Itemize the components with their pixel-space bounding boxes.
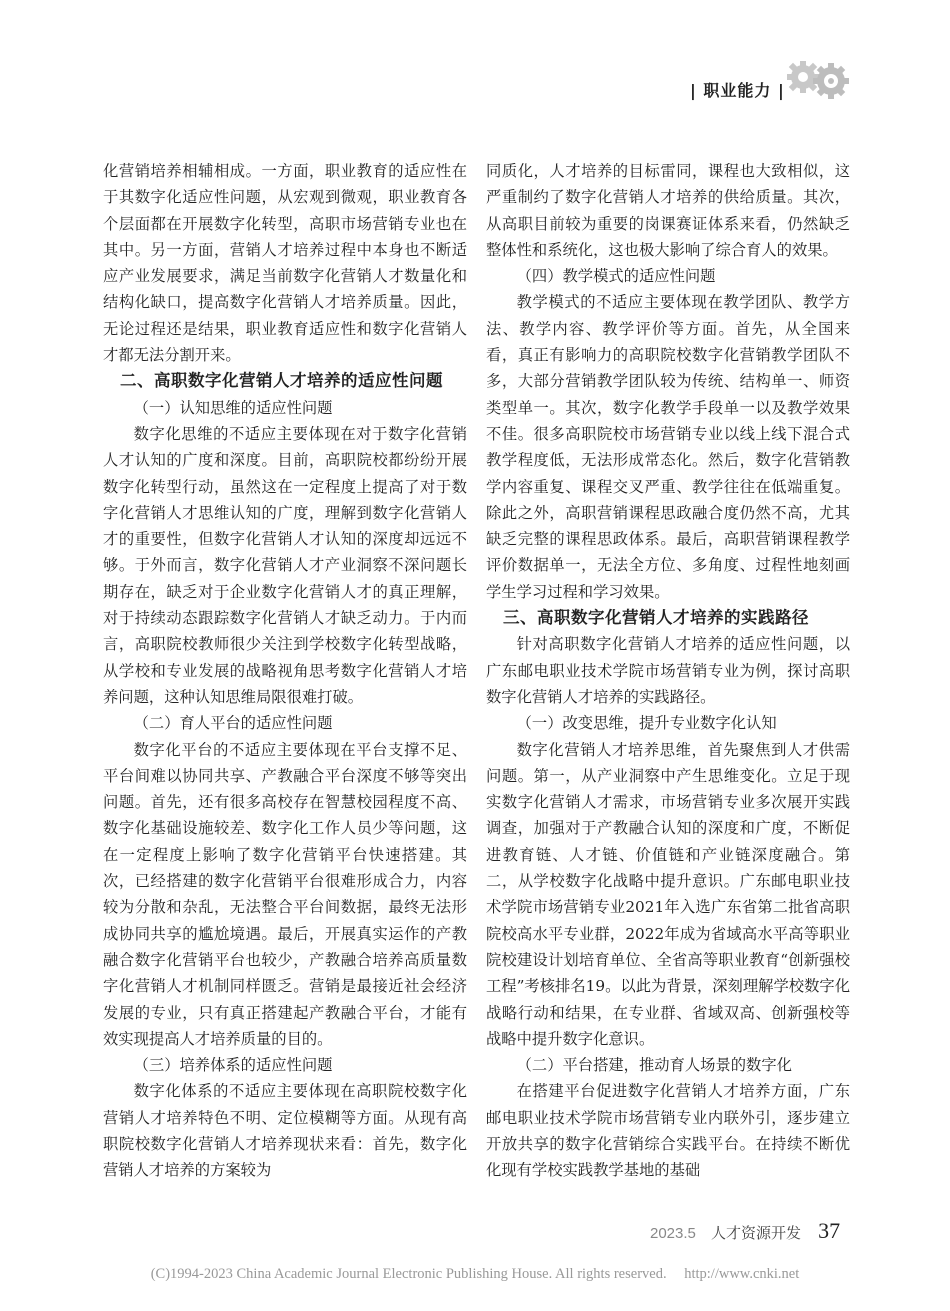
copyright-text: (C)1994-2023 China Academic Journal Electronic Publishing House. All rights reserved. [150, 1266, 667, 1282]
paragraph: 在搭建平台促进数字化营销人才培养方面，广东邮电职业技术学院市场营销专业内联外引，逐步建立开放共享的数字化营销综合实践平台。在持续不断优化现有学校实践教学基地的基础 [486, 1082, 850, 1180]
paragraph: 数字化平台的不适应主要体现在平台支撑不足、平台间难以协同共享、产教融合平台深度不够等突出问题。首先，还有很多高校存在智慧校园程度不高、数字化基础设施较差、数字化工作人员少等问题，这在一定程度上影响了数字化营销平台快速搭建。其次，已经搭建的数字化营销平台很难形成合力，内容较为分散和杂乱，无法整合平台间数据，最终无法形成协同共享的尴尬境遇。最后，开展真实运作的产教融合数字化营销平台也较少，产教融合培养高质量数字化营销人才机制同样匮乏。营销是最接近社会经济发展的专业，只有真正搭建起产教融合平台，才能有效实现提高人才培养质量的目的。 [103, 740, 467, 1048]
paragraph: 数字化体系的不适应主要体现在高职院校数字化营销人才培养特色不明、定位模糊等方面。从现有高职院校数字化营销人才培养现状来看：首先，数字化营销人才培养的方案较为 [103, 1082, 467, 1180]
subsection-heading: （三）培养体系的适应性问题 [133, 1056, 333, 1075]
journal-name: 人才资源开发 [710, 1224, 801, 1242]
subsection-heading: （二）平台搭建，推动育人场景的数字化 [516, 1056, 792, 1075]
paragraph: 数字化思维的不适应主要体现在对于数字化营销人才认知的广度和深度。目前，高职院校都纷纷开展数字化转型行动，虽然这在一定程度上提高了对于数字化营销人才思维认知的广度，理解到数字化营销人才的重要性，但数字化营销人才认知的深度却远远不够。于外而言，数字化营销人才产业洞察不深问题长期存在，缺乏对于企业数字化营销人才的真正理解，对于持续动态跟踪数字化营销人才缺乏动力。于内而言，高职院校教师很少关注到学校数字化转型战略，从学校和专业发展的战略视角思考数字化营销人才培养问题，这种认知思维局限很难打破。 [103, 424, 467, 706]
paragraph: 教学模式的不适应主要体现在教学团队、教学方法、教学内容、教学评价等方面。首先，从全国来看，真正有影响力的高职院校数字化营销教学团队不多，大部分营销教学团队较为传统、结构单一、师资类型单一。其次，数字化教学手段单一以及教学效果不佳。很多高职院校市场营销专业以线上线下混合式教学程度低，无法形成常态化。然后，数字化营销教学内容重复、课程交叉严重、教学往往在低端重复。除此之外，高职营销课程思政融合度仍然不高，尤其缺乏完整的课程思政体系。最后，高职营销课程教学评价数据单一，无法全方位、多角度、过程性地刻画学生学习过程和学习效果。 [486, 293, 850, 601]
paragraph: 同质化，人才培养的目标雷同，课程也大致相似，这严重制约了数字化营销人才培养的供给质量。其次，从高职目前较为重要的岗课赛证体系来看，仍然缺乏整体性和系统化，这也极大影响了综合育人的效果。 [486, 162, 850, 259]
subsection-heading: （一）认知思维的适应性问题 [133, 398, 333, 417]
paragraph: 化营销培养相辅相成。一方面，职业教育的适应性在于其数字化适应性问题，从宏观到微观，职业教育各个层面都在开展数字化转型，高职市场营销专业也在其中。另一方面，营销人才培养过程中本身也不断适应产业发展要求，满足当前数字化营销人才数量化和结构化缺口，提高数字化营销人才培养质量。因此，无论过程还是结果，职业教育适应性和数字化营销人才都无法分割开来。 [103, 162, 467, 365]
section-header: | 职业能力 | [690, 81, 785, 100]
issue-date: 2023.5 [650, 1225, 696, 1242]
subsection-heading: （一）改变思维，提升专业数字化认知 [516, 714, 777, 733]
copyright-url: http://www.cnki.net [684, 1266, 800, 1282]
paragraph: 针对高职数字化营销人才培养的适应性问题，以广东邮电职业技术学院市场营销专业为例，探讨高职数字化营销人才培养的实践路径。 [486, 635, 850, 706]
paragraph: 数字化营销人才培养思维，首先聚焦到人才供需问题。第一，从产业洞察中产生思维变化。立足于现实数字化营销人才需求，市场营销专业多次展开实践调查，加强对于产教融合认知的深度和广度，不断促进教育链、人才链、价值链和产业链深度融合。第二，从学校数字化战略中提升意识。广东邮电职业技术学院市场营销专业2021年入选广东省第二批省高职院校高水平专业群，2022年成为省域高水平高等职业院校建设计划培育单位、全省高等职业教育“创新强校工程”考核排名19。以此为背景，深刻理解学校数字化战略行动和结果，在专业群、省域双高、创新强校等战略中提升数字化意识。 [486, 740, 850, 1048]
section-heading: 二、高职数字化营销人才培养的适应性问题 [103, 371, 443, 391]
left-column [103, 158, 467, 1184]
gear-icon [783, 55, 853, 105]
subsection-heading: （四）教学模式的适应性问题 [516, 267, 716, 286]
page-footer [650, 1218, 840, 1244]
right-column [486, 158, 850, 1184]
page-number: 37 [818, 1218, 841, 1243]
subsection-heading: （二）育人平台的适应性问题 [133, 714, 333, 733]
section-heading: 三、高职数字化营销人才培养的实践路径 [486, 608, 809, 628]
copyright-notice [0, 1266, 950, 1283]
